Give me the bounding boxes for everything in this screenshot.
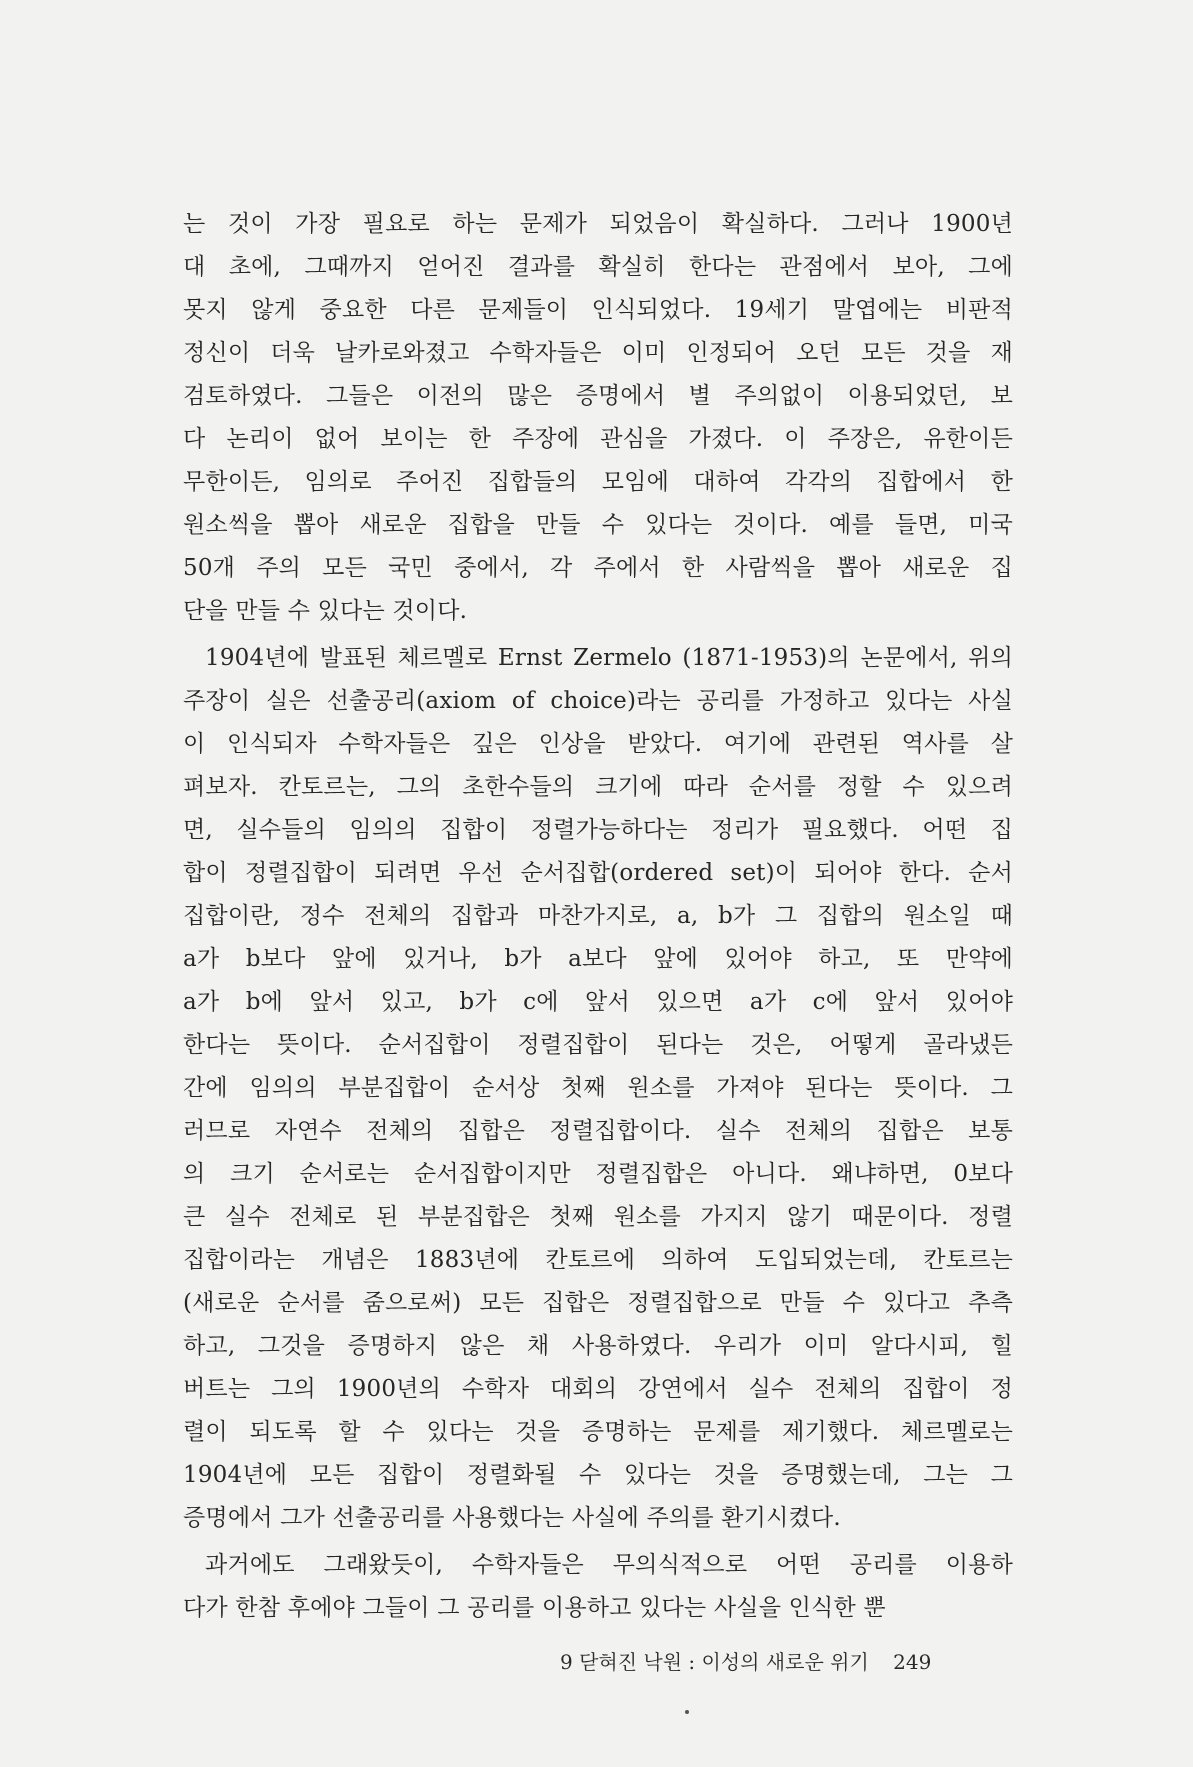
- text-line: 다가 한참 후에야 그들이 그 공리를 이용하고 있다는 사실을 인식한 뿐: [183, 1595, 886, 1621]
- text-line: 는 것이 가장 필요로 하는 문제가 되었음이 확실하다. 그러나 1900년: [183, 211, 1013, 237]
- text-line: 검토하였다. 그들은 이전의 많은 증명에서 별 주의없이 이용되었던, 보: [183, 383, 1013, 409]
- text-line: 면, 실수들의 임의의 집합이 정렬가능하다는 정리가 필요했다. 어떤 집: [183, 817, 1013, 843]
- running-head: 9 닫혀진 낙원 : 이성의 새로운 위기: [560, 1650, 869, 1674]
- text-line: 대 초에, 그때까지 얻어진 결과를 확실히 한다는 관점에서 보아, 그에: [183, 254, 1013, 280]
- text-line: 렬이 되도록 할 수 있다는 것을 증명하는 문제를 제기했다. 체르멜로는: [183, 1419, 1013, 1445]
- text-line: 1904년에 발표된 체르멜로 Ernst Zermelo (1871-1953)의 논문에서, 위의: [205, 645, 1013, 671]
- text-line: 정신이 더욱 날카로와졌고 수학자들은 이미 인정되어 오던 모든 것을 재: [183, 340, 1013, 366]
- text-line: 집합이란, 정수 전체의 집합과 마찬가지로, a, b가 그 집합의 원소일 때: [183, 903, 1013, 929]
- text-line: (새로운 순서를 줌으로써) 모든 집합은 정렬집합으로 만들 수 있다고 추측: [183, 1290, 1013, 1316]
- text-line: 버트는 그의 1900년의 수학자 대회의 강연에서 실수 전체의 집합이 정: [183, 1376, 1013, 1402]
- text-line: 러므로 자연수 전체의 집합은 정렬집합이다. 실수 전체의 집합은 보통: [183, 1118, 1013, 1144]
- text-line: 한다는 뜻이다. 순서집합이 정렬집합이 된다는 것은, 어떻게 골라냈든: [183, 1032, 1013, 1058]
- text-line: a가 b보다 앞에 있거나, b가 a보다 앞에 있어야 하고, 또 만약에: [183, 946, 1013, 972]
- text-line: 증명에서 그가 선출공리를 사용했다는 사실에 주의를 환기시켰다.: [183, 1505, 841, 1531]
- text-line: 주장이 실은 선출공리(axiom of choice)라는 공리를 가정하고 있다는 사실: [183, 688, 1013, 714]
- text-line: 의 크기 순서로는 순서집합이지만 정렬집합은 아니다. 왜냐하면, 0보다: [183, 1161, 1013, 1187]
- text-line: 하고, 그것을 증명하지 않은 채 사용하였다. 우리가 이미 알다시피, 힐: [183, 1333, 1013, 1359]
- text-line: 무한이든, 임의로 주어진 집합들의 모임에 대하여 각각의 집합에서 한: [183, 469, 1013, 495]
- text-line: 1904년에 모든 집합이 정렬화될 수 있다는 것을 증명했는데, 그는 그: [183, 1462, 1013, 1488]
- text-line: 집합이라는 개념은 1883년에 칸토르에 의하여 도입되었는데, 칸토르는: [183, 1247, 1013, 1273]
- text-line: 합이 정렬집합이 되려면 우선 순서집합(ordered set)이 되어야 한다. 순서: [183, 860, 1013, 886]
- text-line: 50개 주의 모든 국민 중에서, 각 주에서 한 사람씩을 뽑아 새로운 집: [183, 555, 1013, 581]
- paragraph: [183, 203, 1013, 633]
- text-line: 과거에도 그래왔듯이, 수학자들은 무의식적으로 어떤 공리를 이용하: [205, 1552, 1013, 1578]
- text-line: 펴보자. 칸토르는, 그의 초한수들의 크기에 따라 순서를 정할 수 있으려: [183, 774, 1013, 800]
- print-speck: [685, 1710, 689, 1714]
- text-line: 원소씩을 뽑아 새로운 집합을 만들 수 있다는 것이다. 예를 들면, 미국: [183, 512, 1013, 538]
- page-footer: [560, 1642, 990, 1682]
- paragraph: [183, 1544, 1013, 1630]
- text-line: 큰 실수 전체로 된 부분집합은 첫째 원소를 가지지 않기 때문이다. 정렬: [183, 1204, 1013, 1230]
- body-text: [183, 203, 1013, 1630]
- text-line: 이 인식되자 수학자들은 깊은 인상을 받았다. 여기에 관련된 역사를 살: [183, 731, 1013, 757]
- page-number: 249: [893, 1650, 932, 1674]
- text-line: 단을 만들 수 있다는 것이다.: [183, 598, 468, 624]
- text-line: 못지 않게 중요한 다른 문제들이 인식되었다. 19세기 말엽에는 비판적: [183, 297, 1013, 323]
- paragraph: [183, 637, 1013, 1540]
- text-line: 간에 임의의 부분집합이 순서상 첫째 원소를 가져야 된다는 뜻이다. 그: [183, 1075, 1013, 1101]
- text-line: a가 b에 앞서 있고, b가 c에 앞서 있으면 a가 c에 앞서 있어야: [183, 989, 1013, 1015]
- text-line: 다 논리이 없어 보이는 한 주장에 관심을 가졌다. 이 주장은, 유한이든: [183, 426, 1013, 452]
